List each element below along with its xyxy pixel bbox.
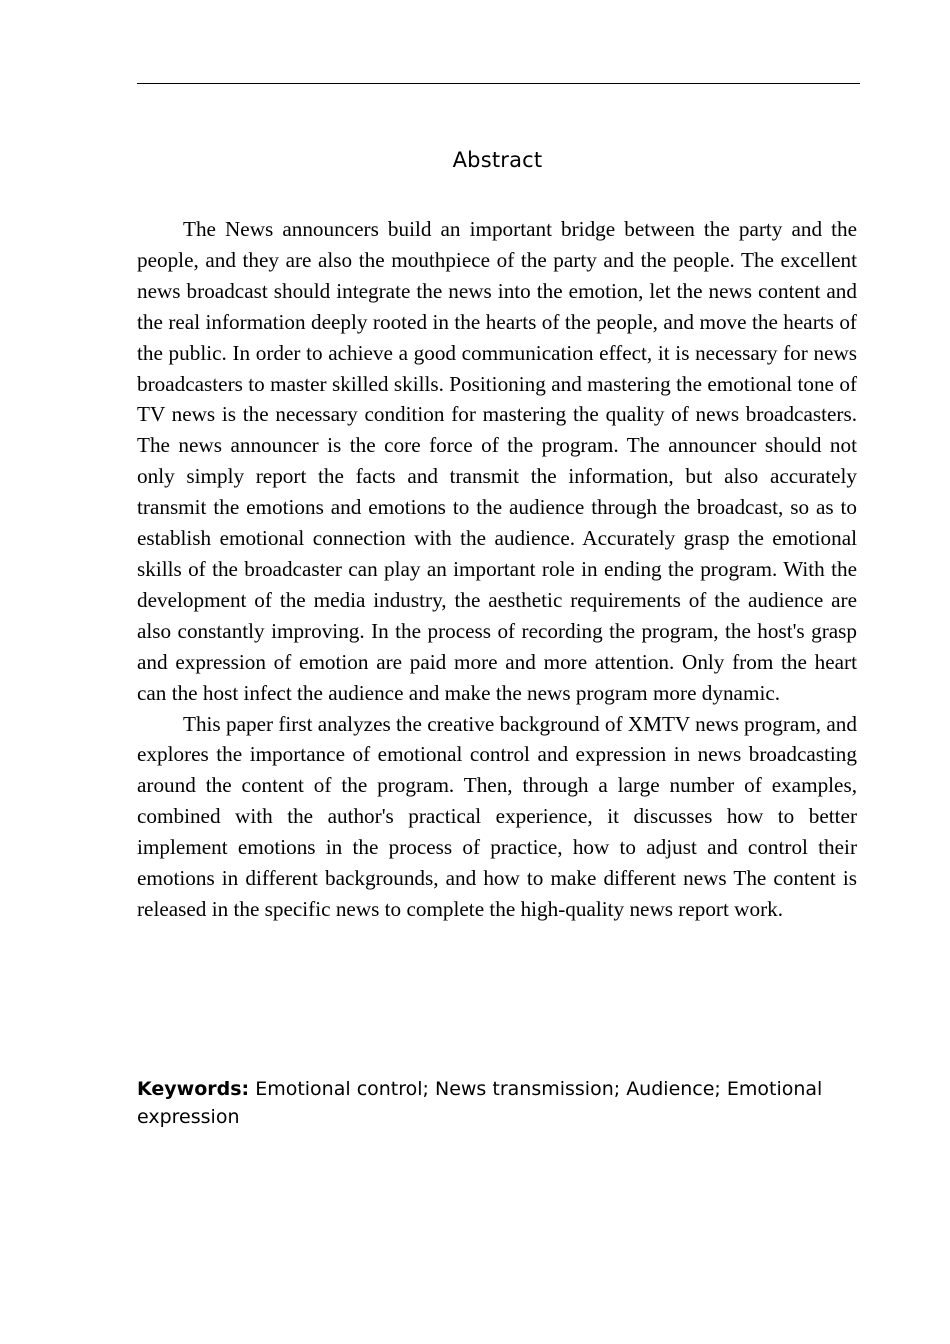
keywords-label: Keywords: xyxy=(137,1078,250,1100)
keywords-text: Emotional control; News transmission; Audience; Emotional expression xyxy=(137,1078,823,1128)
header-rule xyxy=(137,83,860,84)
abstract-title: Abstract xyxy=(452,148,543,172)
keywords-line xyxy=(137,1075,857,1131)
abstract-paragraph-2: This paper first analyzes the creative background of XMTV news program, and explores the importance of emotional control and expression in news broadcasting around the content of the program. Then, through a large number of examples, combined with the author's practical experience, it discusses how to better implement emotions in the process of practice, how to adjust and control their emotions in different backgrounds, and how to make different news The content is released in the specific news to complete the high-quality news report work. xyxy=(137,711,857,921)
abstract-paragraph-1: The News announcers build an important bridge between the party and the people, and they are also the mouthpiece of the party and the people. The excellent news broadcast should integrate the news into the emotion, let the news content and the real information deeply rooted in the hearts of the people, and move the hearts of the public. In order to achieve a good communication effect, it is necessary for news broadcasters to master skilled skills. Positioning and mastering the emotional tone of TV news is the necessary condition for mastering the quality of news broadcasters. The news announcer is the core force of the program. The announcer should not only simply report the facts and transmit the information, but also accurately transmit the emotions and emotions to the audience through the broadcast, so as to establish emotional connection with the audience. Accurately grasp the emotional skills of the broadcaster can play an important role in ending the program. With the development of the media industry, the aesthetic requirements of the audience are also constantly improving. In the process of recording the program, the host's grasp and expression of emotion are paid more and more attention. Only from the heart can the host infect the audience and make the news program more dynamic. xyxy=(137,217,857,705)
abstract-body xyxy=(137,214,857,925)
